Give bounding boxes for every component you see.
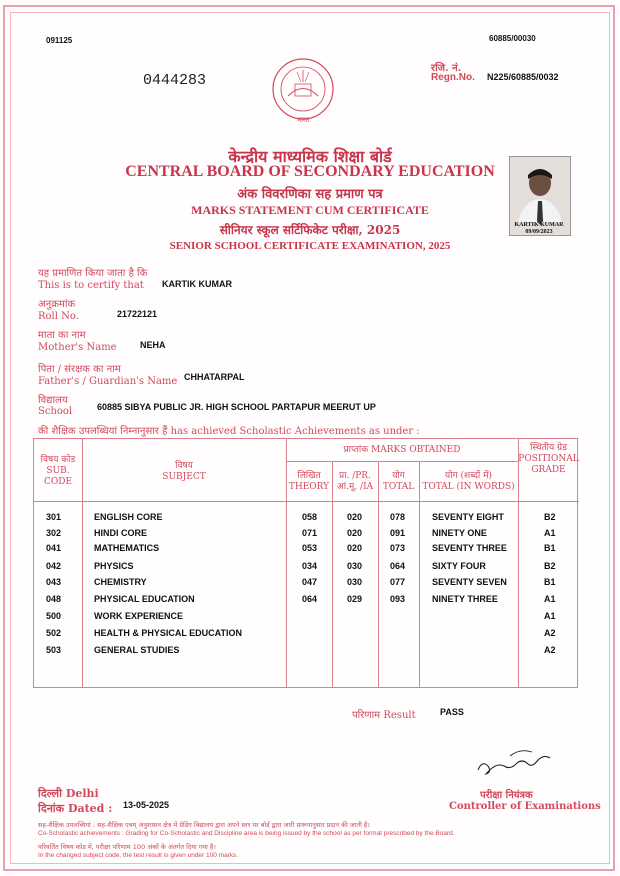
cell-grade: B1	[544, 543, 556, 553]
header-grade-en2: GRADE	[531, 465, 566, 475]
note-changed-code-hi: परिवर्तित विषय कोड में, परीक्षा परिणाम 100 अंकों के अंतर्गत दिया गया है।	[38, 843, 216, 851]
seal-text: भारत	[296, 116, 310, 124]
cell-code: 302	[46, 528, 62, 538]
father-label-hi: पिता / संरक्षक का नाम	[38, 364, 121, 375]
cell-grade: A2	[544, 645, 556, 655]
photo-caption	[509, 222, 569, 236]
header-code-en1: SUB.	[46, 466, 70, 476]
header-marks-hi: प्राप्तांक	[343, 445, 369, 455]
cell-total: 093	[390, 594, 406, 604]
regn-label-en: Regn.No.	[431, 72, 475, 83]
marks-table	[33, 438, 578, 688]
cell-subject: GENERAL STUDIES	[94, 645, 180, 655]
result-value: PASS	[440, 707, 464, 717]
cell-grade: A1	[544, 528, 556, 538]
top-left-code: 091125	[46, 36, 73, 45]
header-total-en: TOTAL	[382, 482, 415, 492]
cell-theory: 064	[302, 594, 318, 604]
controller-title-en: Controller of Examinations	[449, 801, 601, 812]
cell-total: 078	[390, 512, 406, 522]
result-label	[352, 707, 416, 721]
table-row	[34, 559, 579, 576]
header-total-words-hi: योग (शब्दों में)	[445, 471, 492, 481]
top-right-code: 60885/00030	[489, 34, 536, 43]
header-theory-en: THEORY	[288, 482, 330, 492]
achievements-intro	[38, 423, 420, 437]
note-coscholastic-hi: सह-शैक्षिक उपलब्धियां : सह-शैक्षिक एवम् अनुशासन क्षेत्र में ग्रेडिंग विद्यालय द्वारा अपने स्तर पर बोर्ड द्वारा जारी प्रारूपानुसार प्रदान की जाती है।	[38, 821, 370, 829]
header-total	[378, 471, 419, 493]
table-divider	[286, 461, 518, 462]
header-theory	[286, 471, 332, 493]
table-header-rule	[34, 501, 579, 502]
cell-theory: 071	[302, 528, 318, 538]
cell-code: 043	[46, 577, 62, 587]
table-row	[34, 575, 579, 592]
cell-subject: PHYSICS	[94, 561, 134, 571]
cell-theory: 058	[302, 512, 318, 522]
table-row	[34, 510, 579, 527]
note-changed-code-en: In the changed subject code, the test result is given under 100 marks.	[38, 852, 239, 859]
cell-grade: B1	[544, 577, 556, 587]
cell-total-words: NINETY THREE	[432, 594, 498, 604]
controller-title-hi: परीक्षा नियंत्रक	[480, 790, 533, 801]
cell-theory: 034	[302, 561, 318, 571]
mother-label-hi: माता का नाम	[38, 330, 86, 341]
header-theory-hi: लिखित	[297, 471, 321, 481]
header-subject-en: SUBJECT	[162, 472, 206, 482]
school-name: 60885 SIBYA PUBLIC JR. HIGH SCHOOL PARTAPUR MEERUT UP	[97, 402, 376, 412]
cell-total: 091	[390, 528, 406, 538]
photo-caption-date: 09/09/2023	[525, 229, 553, 235]
header-code	[34, 455, 82, 488]
cell-practical: 020	[347, 543, 363, 553]
cell-grade: A1	[544, 594, 556, 604]
cell-grade: B2	[544, 512, 556, 522]
table-row	[34, 592, 579, 609]
header-total-hi: योग	[392, 471, 405, 481]
cell-practical: 029	[347, 594, 363, 604]
cell-code: 502	[46, 628, 62, 638]
cell-grade: A2	[544, 628, 556, 638]
school-label-hi: विद्यालय	[38, 395, 68, 406]
header-practical-hi: प्रा. /PR.	[339, 471, 371, 481]
cell-total: 064	[390, 561, 406, 571]
cell-total-words: SIXTY FOUR	[432, 561, 486, 571]
header-code-en2: CODE	[43, 477, 73, 487]
father-name: CHHATARPAL	[184, 372, 245, 382]
mother-label-en: Mother's Name	[38, 342, 117, 353]
student-name: KARTIK KUMAR	[162, 279, 232, 289]
board-name-hi: केन्द्रीय माध्यमिक शिक्षा बोर्ड	[228, 147, 392, 166]
table-row	[34, 626, 579, 643]
cell-subject: HINDI CORE	[94, 528, 148, 538]
board-name-en: CENTRAL BOARD OF SECONDARY EDUCATION	[125, 163, 495, 180]
school-label-en: School	[38, 406, 73, 417]
roll-label-hi: अनुक्रमांक	[38, 299, 76, 310]
cell-total: 073	[390, 543, 406, 553]
cell-subject: HEALTH & PHYSICAL EDUCATION	[94, 628, 243, 638]
cell-code: 041	[46, 543, 62, 553]
cell-subject: ENGLISH CORE	[94, 512, 163, 522]
table-row	[34, 541, 579, 558]
certify-label-hi: यह प्रमाणित किया जाता है कि	[38, 268, 148, 279]
certify-label-en: This is to certify that	[38, 280, 144, 291]
photo-caption-name: KARTIK KUMAR	[514, 222, 564, 228]
cell-theory: 053	[302, 543, 318, 553]
achievements-intro-hi: की शैक्षिक उपलब्धियां निम्नानुसार हैं	[38, 426, 168, 437]
header-total-words	[419, 471, 518, 493]
header-subject-hi: विषय	[175, 461, 193, 471]
place-hi: दिल्ली	[38, 787, 62, 800]
cell-total-words: NINETY ONE	[432, 528, 487, 538]
doc-title-hi: अंक विवरणिका सह प्रमाण पत्र	[237, 187, 383, 202]
place-en: Delhi	[65, 787, 99, 800]
cell-code: 048	[46, 594, 62, 604]
roll-label-en: Roll No.	[38, 311, 79, 322]
cell-grade: A1	[544, 611, 556, 621]
cell-practical: 020	[347, 528, 363, 538]
date-value: 13-05-2025	[123, 800, 170, 810]
table-row	[34, 609, 579, 626]
header-marks	[286, 445, 518, 456]
cell-subject: WORK EXPERIENCE	[94, 611, 184, 621]
cell-total-words: SEVENTY SEVEN	[432, 577, 507, 587]
cbse-seal-emblem	[268, 56, 338, 126]
place	[38, 786, 99, 801]
exam-title-en: SENIOR SCHOOL CERTIFICATE EXAMINATION, 2025	[169, 240, 451, 252]
achievements-intro-en: has achieved Scholastic Achievements as under :	[170, 426, 420, 437]
header-grade-en1: POSITIONAL	[518, 454, 579, 464]
roll-number: 21722121	[117, 309, 158, 319]
header-practical-en: आं.मू. /IA	[336, 482, 374, 492]
regn-label-hi: रजि. नं.	[431, 63, 462, 74]
cell-code: 301	[46, 512, 62, 522]
controller-signature	[470, 742, 560, 784]
header-grade-hi: स्थितीय ग्रेड	[530, 443, 567, 453]
result-label-en: Result	[383, 710, 416, 721]
header-marks-en: MARKS OBTAINED	[371, 445, 461, 455]
cell-code: 500	[46, 611, 62, 621]
dated-label-hi: दिनांक	[38, 802, 65, 815]
cell-practical: 030	[347, 561, 363, 571]
cell-total-words: SEVENTY EIGHT	[432, 512, 504, 522]
cell-subject: CHEMISTRY	[94, 577, 147, 587]
result-label-hi: परिणाम	[352, 710, 381, 721]
cell-theory: 047	[302, 577, 318, 587]
dated-label-en: Dated :	[67, 802, 113, 815]
header-code-hi: विषय कोड	[40, 455, 76, 465]
cell-subject: PHYSICAL EDUCATION	[94, 594, 195, 604]
header-subject	[82, 461, 286, 483]
table-row	[34, 643, 579, 660]
serial-number: 0444283	[143, 72, 207, 89]
header-practical	[332, 471, 378, 493]
header-total-words-en: TOTAL (IN WORDS)	[422, 482, 515, 492]
cell-code: 503	[46, 645, 62, 655]
cell-total-words: SEVENTY THREE	[432, 543, 507, 553]
dated-label	[38, 801, 112, 816]
cell-subject: MATHEMATICS	[94, 543, 160, 553]
exam-title-hi: सीनियर स्कूल सर्टिफिकेट परीक्षा, 2025	[219, 223, 401, 237]
father-label-en: Father's / Guardian's Name	[38, 376, 178, 387]
cell-grade: B2	[544, 561, 556, 571]
doc-title-en: MARKS STATEMENT CUM CERTIFICATE	[191, 203, 429, 217]
cell-practical: 030	[347, 577, 363, 587]
note-coscholastic-en: Co-Scholastic achievements : Grading for Co-Scholastic and Discipline area is being issued by the school as per format prescribed by the Board.	[38, 830, 455, 837]
mother-name: NEHA	[140, 340, 166, 350]
cell-practical: 020	[347, 512, 363, 522]
header-grade	[518, 443, 579, 476]
cell-code: 042	[46, 561, 62, 571]
regn-value: N225/60885/0032	[487, 72, 559, 82]
cell-total: 077	[390, 577, 406, 587]
